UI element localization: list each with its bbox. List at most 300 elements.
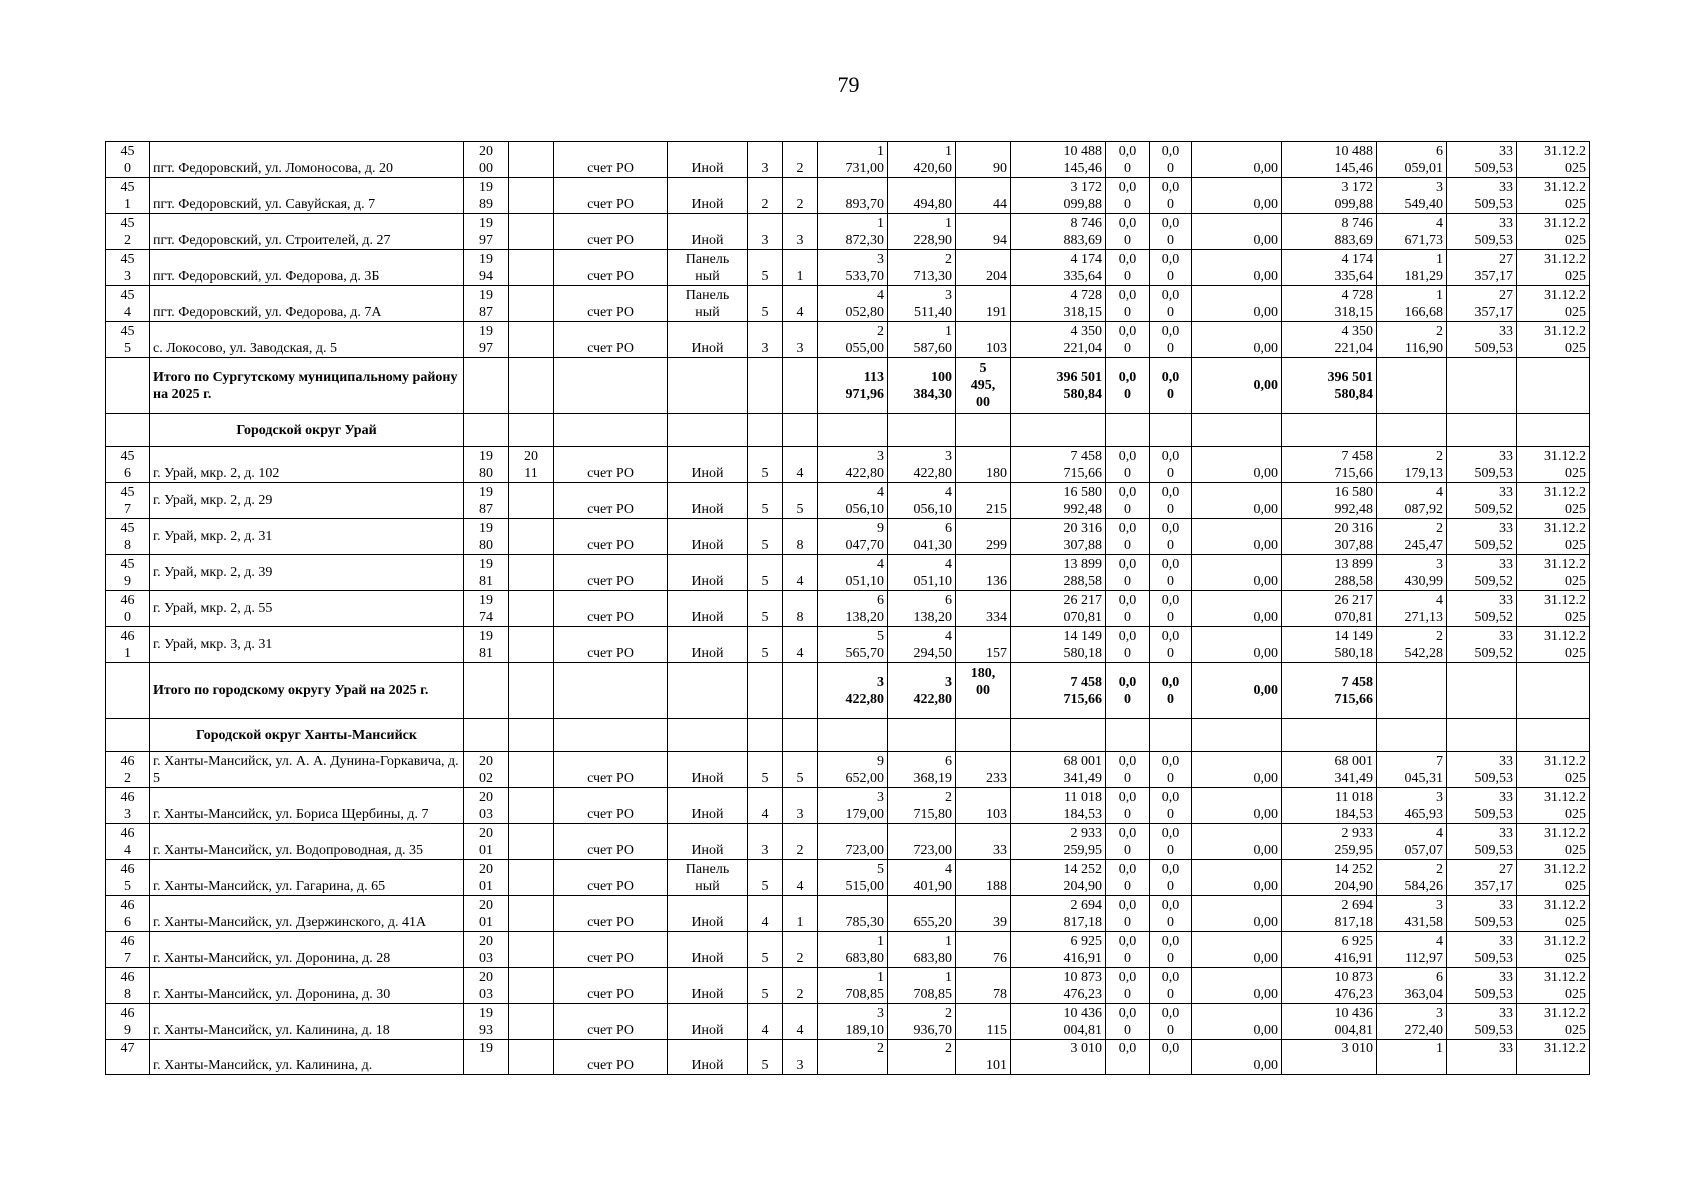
wall-material-cell: [668, 824, 748, 860]
residents-cell: 90: [956, 142, 1011, 178]
deadline-cell-line: 025: [1565, 233, 1586, 248]
row-number-line: 1: [124, 197, 131, 212]
table-row: [106, 591, 1590, 627]
build-year-cell-line: 87: [479, 305, 493, 320]
municipal-cost-cell: 0,00: [1192, 555, 1282, 591]
total-area-cell-line: 683,80: [845, 951, 884, 966]
total-cost-cell: [1011, 896, 1106, 932]
regional-cost-cell-line: 0: [1167, 269, 1174, 284]
owners-cost-cell: [1282, 788, 1377, 824]
deadline-cell-line: [1520, 1057, 1586, 1074]
regional-cost-cell-line: 0: [1167, 843, 1174, 858]
row-number-line: 9: [124, 574, 131, 589]
municipal-cost-cell: 0,00: [1192, 752, 1282, 788]
max-unit-cost-cell: [1447, 968, 1517, 1004]
entrances-cell: 4: [783, 627, 818, 663]
total-area-cell-line: [821, 1057, 884, 1074]
build-year-cell-line: 03: [479, 987, 493, 1002]
subtotal-regional-cost-line: 0: [1167, 386, 1174, 402]
total-area-cell-line: 9: [877, 521, 884, 536]
unit-cost-cell: [1377, 322, 1447, 358]
row-number: [106, 627, 150, 663]
total-area-cell-line: 055,00: [845, 341, 884, 356]
living-area-cell-line: 228,90: [913, 233, 952, 248]
regional-cost-cell-line: 0,0: [1161, 216, 1180, 231]
table-row: [106, 178, 1590, 214]
deadline-cell: [1517, 447, 1590, 483]
living-area-cell: [888, 824, 956, 860]
total-cost-cell-line: 20 316: [1063, 521, 1102, 536]
total-area-cell-line: 047,70: [845, 538, 884, 553]
total-cost-cell-line: 14 252: [1063, 862, 1102, 877]
page-number: 79: [837, 72, 860, 97]
subtotal-total-cost-line: 715,66: [1063, 691, 1102, 707]
municipal-cost-cell: 0,00: [1192, 968, 1282, 1004]
build-year-cell: [464, 286, 509, 322]
wall-material-cell-line: Иной: [691, 987, 724, 1002]
row-number-line: 45: [120, 288, 135, 303]
subtotal-living-area-line: 422,80: [913, 691, 952, 707]
deadline-cell: [1517, 896, 1590, 932]
owners-cost-cell-line: 3 172: [1341, 180, 1373, 195]
unit-cost-cell-line: 4: [1436, 593, 1443, 608]
build-year-cell-line: 97: [479, 233, 493, 248]
empty-cell: [1150, 719, 1192, 752]
fund-cost-cell-line: 0: [1124, 269, 1131, 284]
max-unit-cost-cell-line: 33: [1499, 934, 1513, 949]
fund-cost-cell-line: 0,0: [1118, 144, 1137, 159]
municipal-cost-cell: 0,00: [1192, 483, 1282, 519]
residents-cell: 103: [956, 322, 1011, 358]
deadline-cell: [1517, 591, 1590, 627]
total-cost-cell-line: 4 728: [1070, 288, 1102, 303]
total-cost-cell: [1011, 555, 1106, 591]
regional-cost-cell: [1150, 1004, 1192, 1040]
max-unit-cost-cell-line: 33: [1499, 1041, 1513, 1056]
living-area-cell: [888, 447, 956, 483]
reconstruction-year-cell-line: [512, 842, 550, 859]
living-area-cell-line: 655,20: [913, 915, 952, 930]
empty-cell: [106, 663, 150, 719]
max-unit-cost-cell-line: 33: [1499, 216, 1513, 231]
build-year-cell: [464, 896, 509, 932]
deadline-cell-line: 31.12.2: [1544, 485, 1586, 500]
max-unit-cost-cell-line: 509,53: [1474, 1023, 1513, 1038]
row-number-line: 6: [124, 466, 131, 481]
regional-cost-cell-line: 0: [1167, 197, 1174, 212]
row-number-line: 45: [120, 324, 135, 339]
reconstruction-year-cell: [509, 591, 554, 627]
living-area-cell-line: 6: [945, 593, 952, 608]
empty-cell: [1517, 414, 1590, 447]
deadline-cell-line: 025: [1565, 538, 1586, 553]
empty-cell: [748, 358, 783, 414]
subtotal-residents: [956, 358, 1011, 414]
empty-cell: [668, 358, 748, 414]
subtotal-regional-cost-line: 0: [1167, 691, 1174, 707]
empty-cell: [888, 719, 956, 752]
owners-cost-cell: [1282, 932, 1377, 968]
wall-material-cell: [668, 591, 748, 627]
regional-cost-cell: [1150, 250, 1192, 286]
row-number-line: 6: [124, 915, 131, 930]
empty-cell: [554, 663, 668, 719]
empty-cell: [1517, 663, 1590, 719]
row-number-line: 46: [120, 629, 135, 644]
reconstruction-year-cell-line: [512, 950, 550, 967]
row-number-line: 8: [124, 987, 131, 1002]
subtotal-total-area-line: 113: [863, 369, 884, 385]
wall-material-cell: [668, 968, 748, 1004]
max-unit-cost-cell-line: 509,53: [1474, 771, 1513, 786]
entrances-cell: 2: [783, 178, 818, 214]
fund-cost-cell-line: 0,0: [1118, 485, 1137, 500]
funding-method-cell: счет РО: [554, 824, 668, 860]
section-title: Городской округ Ханты-Мансийск: [150, 719, 464, 752]
regional-cost-cell-line: 0,0: [1161, 449, 1180, 464]
residents-cell: 33: [956, 824, 1011, 860]
fund-cost-cell-line: 0: [1124, 341, 1131, 356]
living-area-cell: [888, 860, 956, 896]
max-unit-cost-cell-line: 33: [1499, 593, 1513, 608]
reconstruction-year-cell: [509, 286, 554, 322]
build-year-cell-line: 03: [479, 951, 493, 966]
build-year-cell: [464, 591, 509, 627]
empty-cell: [1377, 719, 1447, 752]
regional-cost-cell-line: 0,0: [1161, 324, 1180, 339]
entrances-cell: 2: [783, 824, 818, 860]
row-number-line: 0: [124, 161, 131, 176]
build-year-cell: [464, 142, 509, 178]
entrances-cell: 3: [783, 788, 818, 824]
total-cost-cell-line: 6 925: [1070, 934, 1102, 949]
build-year-cell: [464, 1040, 509, 1075]
owners-cost-cell-line: 13 899: [1334, 557, 1373, 572]
regional-cost-cell: [1150, 322, 1192, 358]
address-cell: г. Ханты-Мансийск, ул. Калинина, д.: [150, 1040, 464, 1075]
total-cost-cell-line: [1014, 1057, 1102, 1074]
unit-cost-cell-line: 6: [1436, 970, 1443, 985]
subtotal-total-cost: [1011, 663, 1106, 719]
address-cell: г. Урай, мкр. 2, д. 31: [150, 519, 464, 555]
floors-cell: 5: [748, 483, 783, 519]
deadline-cell-line: 31.12.2: [1544, 216, 1586, 231]
reconstruction-year-cell: [509, 932, 554, 968]
fund-cost-cell-line: 0,0: [1118, 593, 1137, 608]
total-area-cell-line: 4: [877, 557, 884, 572]
total-cost-cell-line: 26 217: [1063, 593, 1102, 608]
total-cost-cell-line: 099,88: [1063, 197, 1102, 212]
floors-cell: 5: [748, 1040, 783, 1075]
row-number-line: 0: [124, 610, 131, 625]
deadline-cell: [1517, 286, 1590, 322]
total-cost-cell-line: 2 933: [1070, 826, 1102, 841]
fund-cost-cell-line: 0: [1124, 807, 1131, 822]
unit-cost-cell-line: 166,68: [1404, 305, 1443, 320]
total-area-cell: [818, 860, 888, 896]
deadline-cell-line: 025: [1565, 269, 1586, 284]
regional-cost-cell-line: 0,0: [1161, 629, 1180, 644]
row-number-line: 46: [120, 1006, 135, 1021]
subtotal-residents-line: 180,: [970, 666, 996, 681]
fund-cost-cell-line: 0,0: [1118, 934, 1137, 949]
reconstruction-year-cell-line: [512, 215, 550, 232]
entrances-cell: 3: [783, 322, 818, 358]
funding-method-cell: счет РО: [554, 788, 668, 824]
funding-method-cell: счет РО: [554, 591, 668, 627]
regional-cost-cell-line: 0: [1167, 646, 1174, 661]
floors-cell: 5: [748, 932, 783, 968]
total-area-cell: [818, 483, 888, 519]
total-area-cell-line: 5: [877, 629, 884, 644]
municipal-cost-cell: 0,00: [1192, 519, 1282, 555]
subtotal-living-area: [888, 358, 956, 414]
living-area-cell-line: 4: [945, 629, 952, 644]
unit-cost-cell: [1377, 788, 1447, 824]
total-area-cell-line: 422,80: [845, 466, 884, 481]
wall-material-cell: [668, 896, 748, 932]
max-unit-cost-cell-line: 357,17: [1474, 269, 1513, 284]
living-area-cell-line: 683,80: [913, 951, 952, 966]
unit-cost-cell-line: 245,47: [1404, 538, 1443, 553]
wall-material-cell-line: Панель: [685, 288, 730, 303]
owners-cost-cell-line: 10 436: [1334, 1006, 1373, 1021]
floors-cell: 5: [748, 591, 783, 627]
build-year-cell-line: 87: [479, 502, 493, 517]
wall-material-cell-line: [671, 448, 744, 465]
fund-cost-cell: [1106, 483, 1150, 519]
fund-cost-cell-line: 0,0: [1118, 521, 1137, 536]
address-cell: г. Урай, мкр. 2, д. 102: [150, 447, 464, 483]
unit-cost-cell-line: 272,40: [1404, 1023, 1443, 1038]
wall-material-cell-line: Иной: [691, 843, 724, 858]
max-unit-cost-cell: [1447, 752, 1517, 788]
max-unit-cost-cell: [1447, 555, 1517, 591]
floors-cell: 5: [748, 519, 783, 555]
max-unit-cost-cell: [1447, 447, 1517, 483]
regional-cost-cell: [1150, 142, 1192, 178]
deadline-cell: [1517, 824, 1590, 860]
fund-cost-cell: [1106, 788, 1150, 824]
row-number-line: 8: [124, 538, 131, 553]
owners-cost-cell-line: 070,81: [1334, 610, 1373, 625]
max-unit-cost-cell-line: 33: [1499, 557, 1513, 572]
regional-cost-cell-line: 0,0: [1161, 862, 1180, 877]
max-unit-cost-cell: [1447, 250, 1517, 286]
build-year-cell-line: 19: [479, 485, 493, 500]
regional-cost-cell-line: 0: [1167, 610, 1174, 625]
address-cell: г. Ханты-Мансийск, ул. Калинина, д. 18: [150, 1004, 464, 1040]
subtotal-regional-cost-line: 0,0: [1161, 674, 1180, 690]
row-number-line: 5: [124, 341, 131, 356]
total-cost-cell: [1011, 519, 1106, 555]
build-year-cell: [464, 968, 509, 1004]
owners-cost-cell-line: 883,69: [1334, 233, 1373, 248]
unit-cost-cell-line: 2: [1436, 324, 1443, 339]
subtotal-total-cost: [1011, 358, 1106, 414]
max-unit-cost-cell-line: 33: [1499, 180, 1513, 195]
fund-cost-cell-line: 0: [1124, 771, 1131, 786]
unit-cost-cell: [1377, 591, 1447, 627]
empty-cell: [668, 719, 748, 752]
wall-material-cell: [668, 322, 748, 358]
total-area-cell-line: 731,00: [845, 161, 884, 176]
build-year-cell: [464, 627, 509, 663]
total-area-cell: [818, 519, 888, 555]
address-cell: пгт. Федоровский, ул. Федорова, д. 3Б: [150, 250, 464, 286]
max-unit-cost-cell-line: 27: [1499, 252, 1513, 267]
living-area-cell-line: 368,19: [913, 771, 952, 786]
wall-material-cell-line: ный: [695, 269, 720, 284]
wall-material-cell-line: Иной: [691, 646, 724, 661]
reconstruction-year-cell-line: [512, 645, 550, 662]
build-year-cell-line: 19: [479, 1006, 493, 1021]
fund-cost-cell: [1106, 1004, 1150, 1040]
living-area-cell-line: 6: [945, 521, 952, 536]
fund-cost-cell-line: 0: [1124, 233, 1131, 248]
build-year-cell: [464, 250, 509, 286]
max-unit-cost-cell: [1447, 519, 1517, 555]
row-number-line: 5: [124, 879, 131, 894]
row-number: [106, 250, 150, 286]
unit-cost-cell-line: 431,58: [1404, 915, 1443, 930]
municipal-cost-cell: 0,00: [1192, 860, 1282, 896]
fund-cost-cell: [1106, 932, 1150, 968]
municipal-cost-cell: 0,00: [1192, 824, 1282, 860]
row-number-line: 7: [124, 951, 131, 966]
municipal-cost-cell: 0,00: [1192, 591, 1282, 627]
regional-cost-cell: [1150, 932, 1192, 968]
owners-cost-cell-line: 14 252: [1334, 862, 1373, 877]
max-unit-cost-cell-line: 509,52: [1474, 574, 1513, 589]
row-number-line: 45: [120, 180, 135, 195]
max-unit-cost-cell-line: 357,17: [1474, 879, 1513, 894]
residents-cell: 157: [956, 627, 1011, 663]
unit-cost-cell-line: 059,01: [1404, 161, 1443, 176]
regional-cost-cell: [1150, 824, 1192, 860]
row-number-line: 4: [124, 843, 131, 858]
living-area-cell-line: 587,60: [913, 341, 952, 356]
subtotal-residents-line: 00: [976, 683, 990, 698]
empty-cell: [783, 663, 818, 719]
reconstruction-year-cell-line: [512, 143, 550, 160]
empty-cell: [748, 719, 783, 752]
build-year-cell: [464, 178, 509, 214]
residents-cell: 78: [956, 968, 1011, 1004]
owners-cost-cell-line: 580,18: [1334, 646, 1373, 661]
owners-cost-cell-line: 4 174: [1341, 252, 1373, 267]
wall-material-cell: [668, 627, 748, 663]
total-area-cell-line: 5: [877, 862, 884, 877]
subtotal-residents: [956, 663, 1011, 719]
fund-cost-cell-line: 0,0: [1118, 754, 1137, 769]
subtotal-owners-cost-line: 7 458: [1341, 674, 1373, 690]
subtotal-label: Итого по Сургутскому муниципальному району на 2025 г.: [150, 358, 464, 414]
unit-cost-cell-line: 2: [1436, 449, 1443, 464]
unit-cost-cell-line: 1: [1436, 1041, 1443, 1056]
subtotal-fund-cost-line: 0: [1124, 386, 1131, 402]
build-year-cell-line: 01: [479, 843, 493, 858]
entrances-cell: 2: [783, 932, 818, 968]
entrances-cell: 8: [783, 519, 818, 555]
regional-cost-cell-line: 0: [1167, 538, 1174, 553]
fund-cost-cell-line: 0,0: [1118, 180, 1137, 195]
entrances-cell: 1: [783, 896, 818, 932]
empty-cell: [668, 663, 748, 719]
table-row: [106, 788, 1590, 824]
unit-cost-cell-line: 363,04: [1404, 987, 1443, 1002]
residents-cell: 233: [956, 752, 1011, 788]
build-year-cell-line: 20: [479, 144, 493, 159]
wall-material-cell-line: Иной: [691, 233, 724, 248]
regional-cost-cell: [1150, 519, 1192, 555]
subtotal-regional-cost: [1150, 663, 1192, 719]
total-cost-cell: [1011, 322, 1106, 358]
build-year-cell-line: 20: [479, 970, 493, 985]
funding-method-cell: счет РО: [554, 286, 668, 322]
table-row: [106, 1004, 1590, 1040]
fund-cost-cell-line: 0,0: [1118, 862, 1137, 877]
reconstruction-year-cell-line: [512, 268, 550, 285]
unit-cost-cell: [1377, 286, 1447, 322]
living-area-cell-line: 2: [945, 252, 952, 267]
fund-cost-cell-line: 0: [1124, 161, 1131, 176]
owners-cost-cell-line: 204,90: [1334, 879, 1373, 894]
unit-cost-cell-line: 181,29: [1404, 269, 1443, 284]
unit-cost-cell: [1377, 1040, 1447, 1075]
unit-cost-cell: [1377, 968, 1447, 1004]
total-area-cell-line: 872,30: [845, 233, 884, 248]
living-area-cell: [888, 214, 956, 250]
row-number: [106, 896, 150, 932]
address-cell: г. Ханты-Мансийск, ул. А. А. Дунина-Горкавича, д. 5: [150, 752, 464, 788]
subtotal-fund-cost: [1106, 358, 1150, 414]
wall-material-cell-line: [671, 484, 744, 501]
unit-cost-cell: [1377, 142, 1447, 178]
living-area-cell-line: 1: [945, 970, 952, 985]
max-unit-cost-cell-line: 509,53: [1474, 951, 1513, 966]
owners-cost-cell-line: 8 746: [1341, 216, 1373, 231]
total-cost-cell-line: 4 350: [1070, 324, 1102, 339]
entrances-cell: 4: [783, 1004, 818, 1040]
living-area-cell: [888, 627, 956, 663]
total-cost-cell-line: 68 001: [1063, 754, 1102, 769]
funding-method-cell: счет РО: [554, 932, 668, 968]
build-year-cell-line: 94: [479, 269, 493, 284]
max-unit-cost-cell-line: 509,53: [1474, 843, 1513, 858]
max-unit-cost-cell-line: 509,53: [1474, 161, 1513, 176]
empty-cell: [106, 719, 150, 752]
reconstruction-year-cell-line: [512, 861, 550, 878]
wall-material-cell: [668, 860, 748, 896]
subtotal-row: [106, 358, 1590, 414]
address-cell: г. Урай, мкр. 2, д. 55: [150, 591, 464, 627]
owners-cost-cell: [1282, 250, 1377, 286]
reconstruction-year-cell-line: [512, 609, 550, 626]
total-cost-cell-line: 992,48: [1063, 502, 1102, 517]
deadline-cell-line: 025: [1565, 161, 1586, 176]
empty-cell: [554, 414, 668, 447]
total-area-cell: [818, 968, 888, 1004]
empty-cell: [464, 663, 509, 719]
build-year-cell: [464, 860, 509, 896]
total-area-cell-line: 893,70: [845, 197, 884, 212]
deadline-cell-line: 31.12.2: [1544, 898, 1586, 913]
fund-cost-cell-line: 0: [1124, 502, 1131, 517]
build-year-cell: [464, 752, 509, 788]
total-area-cell-line: 785,30: [845, 915, 884, 930]
owners-cost-cell-line: 4 350: [1341, 324, 1373, 339]
